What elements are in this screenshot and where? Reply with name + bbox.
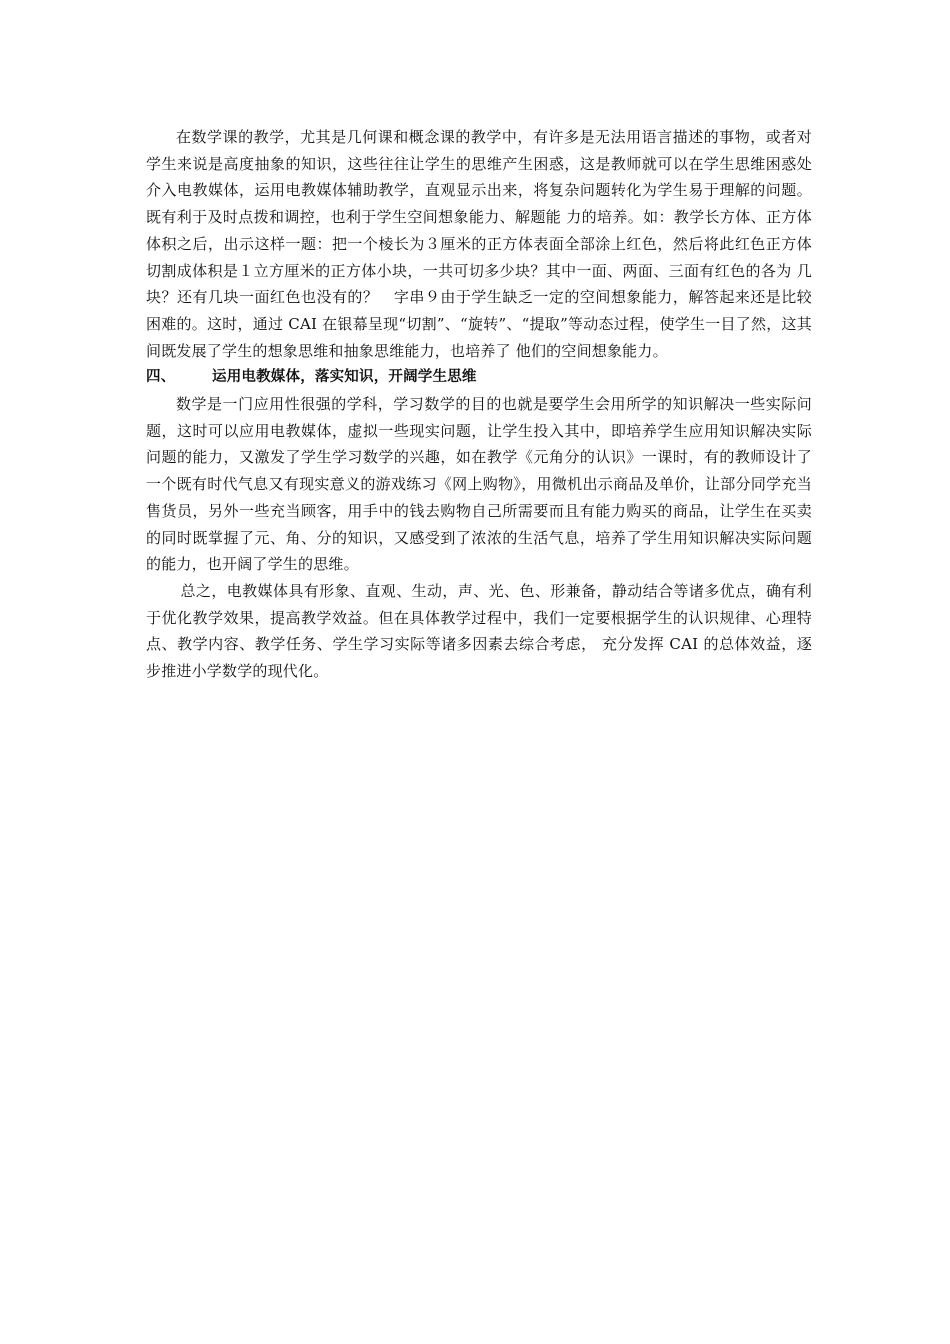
section-title: 运用电教媒体，落实知识，开阔学生思维 — [212, 369, 477, 386]
document-body — [146, 124, 812, 685]
paragraph-applied-math: 数学是一门应用性很强的学科，学习数学的目的也就是要学生会用所学的知识解决一些实际问题，这时可以应用电教媒体，虚拟一些现实问题，让学生投入其中，即培养学生应用知识解决实际问题的能力，又激发了学生学习数学的兴趣，如在教学《元角分的认识》一课时，有的教师设计了一个既有时代气息又有现实意义的游戏练习《网上购物》，用微机出示商品及单价，让部分同学充当售货员，另外一些充当顾客，用手中的钱去购物自己所需要而且有能力购买的商品，让学生在买卖的同时既掌握了元、角、分的知识，又感受到了浓浓的生活气息，培养了学生用知识解决实际问题的能力，也开阔了学生的思维。 — [146, 395, 812, 574]
section-heading-4 — [146, 364, 812, 391]
paragraph-conclusion: 总之，电教媒体具有形象、直观、生动，声、光、色、形兼备，静动结合等诸多优点，确有利于优化教学效果，提高教学效益。但在具体教学过程中，我们一定要根据学生的认识规律、心理特点、教学内容、教学任务、学生学习实际等诸多因素去综合考虑， 充分发挥 CAI 的总体效益，逐步推进小学数学的现代化。 — [146, 581, 812, 681]
paragraph-spatial-imagination: 在数学课的教学，尤其是几何课和概念课的教学中，有许多是无法用语言描述的事物，或者对学生来说是高度抽象的知识，这些往往让学生的思维产生困惑，这是教师就可以在学生思维困惑处介入电教媒体，运用电教媒体辅助教学，直观显示出来，将复杂问题转化为学生易于理解的问题。既有利于及时点拨和调控，也利于学生空间想象能力、解题能 力的培养。如：教学长方体、正方体体积之后，出示这样一题：把一个棱长为３厘米的正方体表面全部涂上红色，然后将此红色正方体切割成体积是１立方厘米的正方体小块，一共可切多少块？其中一面、两面、三面有红色的各为 几块？还有几块一面红色也没有的？ 字串９由于学生缺乏一定的空间想象能力，解答起来还是比较困难的。这时，通过 CAI 在银幕呈现“切割”、“旋转”、“提取”等动态过程，使学生一目了然，这其间既发展了学生的想象思维和抽象思维能力，也培养了 他们的空间想象能力。 — [146, 128, 812, 360]
section-number: 四、 — [146, 369, 176, 386]
